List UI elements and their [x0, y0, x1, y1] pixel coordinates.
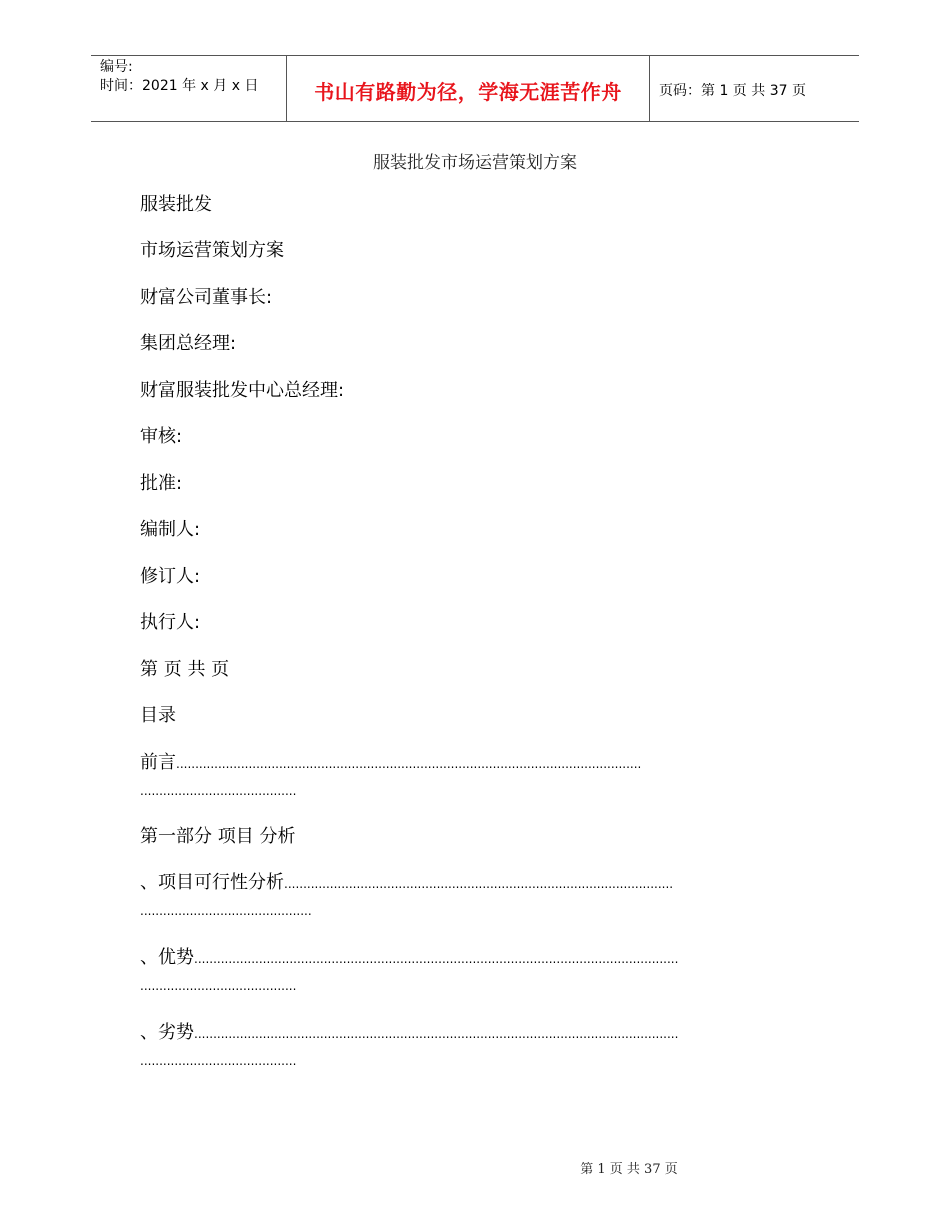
header-motto: 书山有路勤为径，学海无涯苦作舟: [314, 80, 622, 104]
body-line: 修订人:: [140, 566, 201, 587]
toc-leader: ......................................................................................................: [284, 877, 674, 891]
toc-entry: [140, 947, 678, 970]
header-divider-right: [649, 55, 650, 121]
body-line: 财富服装批发中心总经理:: [140, 380, 345, 401]
body-line: 执行人:: [140, 612, 201, 633]
toc-leader: ...............................................................................................................................: [194, 952, 679, 966]
body-line: 批准:: [140, 473, 183, 494]
toc-leader: ..........................................................................................................................: [176, 757, 642, 771]
body-line: 服装批发: [140, 194, 212, 215]
toc-leader-continued: .........................................: [140, 1054, 297, 1068]
header-top-rule: [91, 55, 859, 56]
document-title: 服装批发市场运营策划方案: [373, 153, 577, 173]
toc-leader: ...............................................................................................................................: [194, 1027, 679, 1041]
header-meta: [100, 58, 258, 96]
toc-entry-label: 、项目可行性分析: [140, 872, 284, 893]
toc-entry: [140, 872, 673, 895]
number-label: 编号:: [100, 59, 133, 75]
body-line: 财富公司董事长:: [140, 287, 273, 308]
time-label: 时间：2021 年 x 月 x 日: [100, 78, 259, 94]
body-line: 审核:: [140, 426, 183, 447]
toc-entry-label: 、劣势: [140, 1022, 194, 1043]
toc-leader-continued: .............................................: [140, 904, 312, 918]
body-line: 集团总经理:: [140, 333, 237, 354]
toc-leader-continued: .........................................: [140, 784, 297, 798]
page-footer: 第 1 页 共 37 页: [580, 1162, 678, 1177]
toc-entry-label: 、优势: [140, 947, 194, 968]
toc-entry: [140, 752, 641, 775]
toc-entry-label: 前言: [140, 752, 176, 773]
toc-leader-continued: .........................................: [140, 979, 297, 993]
toc-entry: [140, 1022, 678, 1045]
body-line: 市场运营策划方案: [140, 240, 284, 261]
body-line: 第 页 共 页: [140, 659, 230, 680]
header-bottom-rule: [91, 121, 859, 122]
body-line: 编制人:: [140, 519, 201, 540]
header-page-label: 页码：第 1 页 共 37 页: [659, 83, 806, 99]
toc-heading: 目录: [140, 705, 176, 726]
toc-section-heading: 第一部分 项目 分析: [140, 826, 296, 847]
